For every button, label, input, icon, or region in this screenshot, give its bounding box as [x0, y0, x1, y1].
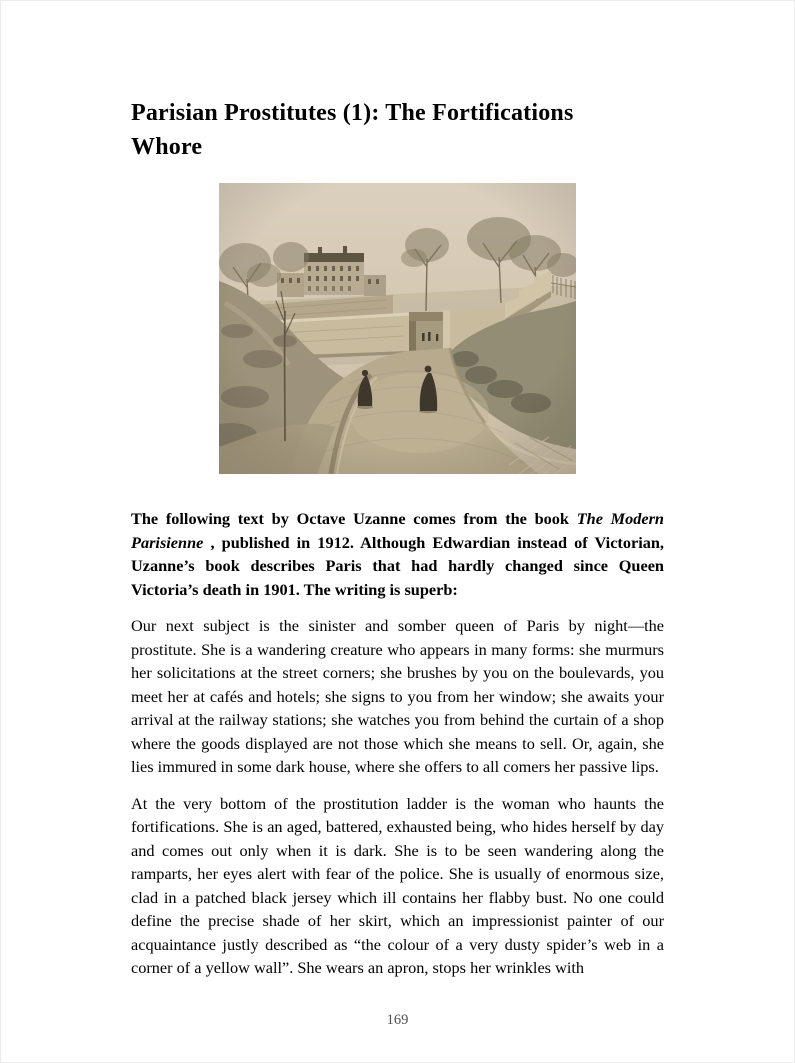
paragraph-2: At the very bottom of the prostitution ladder is the woman who haunts the fortifications. She is an aged, battered, exhausted being, who hides herself by day and comes out only when it is dark. She is to be seen wandering along the ramparts, her eyes alert with fear of the police. She is usually of enormous size, clad in a patched black jersey which ill contains her flabby bust. No one could define the precise shade of her skirt, which an impressionist painter of our acquaintance justly described as “the colour of a very dusty spider’s web in a corner of a yellow wall”. She wears an apron, stops her wrinkles with: [131, 793, 664, 977]
fortifications-photo-svg: [219, 183, 576, 474]
article-body: [131, 507, 664, 993]
paragraph-1: Our next subject is the sinister and somber queen of Paris by night—the prostitute. She is a wandering creature who appears in many forms: she murmurs her solicitations at the street corners; she brushes by you on the boulevards, you meet her at cafés and hotels; she signs to you from her window; she awaits your arrival at the railway stations; she watches you from behind the curtain of a shop where the goods displayed are not those which she means to sell. Or, again, she lies immured in some dark house, where she offers to all comers her passive lips.: [131, 616, 664, 776]
fortifications-photo: [219, 183, 576, 474]
page-title: [131, 96, 676, 164]
book-title: The Modern Parisienne: [131, 509, 664, 552]
title-line-1: Parisian Prostitutes (1): The Fortifications: [131, 100, 574, 126]
photo-sepia-tint: [219, 183, 576, 474]
intro-paragraph: [131, 507, 664, 601]
title-line-2: Whore: [131, 134, 203, 160]
intro-text-before: The following text by Octave Uzanne comes from the book: [131, 509, 577, 528]
page-number: 169: [386, 1012, 409, 1028]
intro-text-after: , published in 1912. Although Edwardian instead of Victorian, Uzanne’s book describes Paris that had hardly changed since Queen Victoria’s death in 1901. The writing is superb:: [131, 532, 664, 599]
